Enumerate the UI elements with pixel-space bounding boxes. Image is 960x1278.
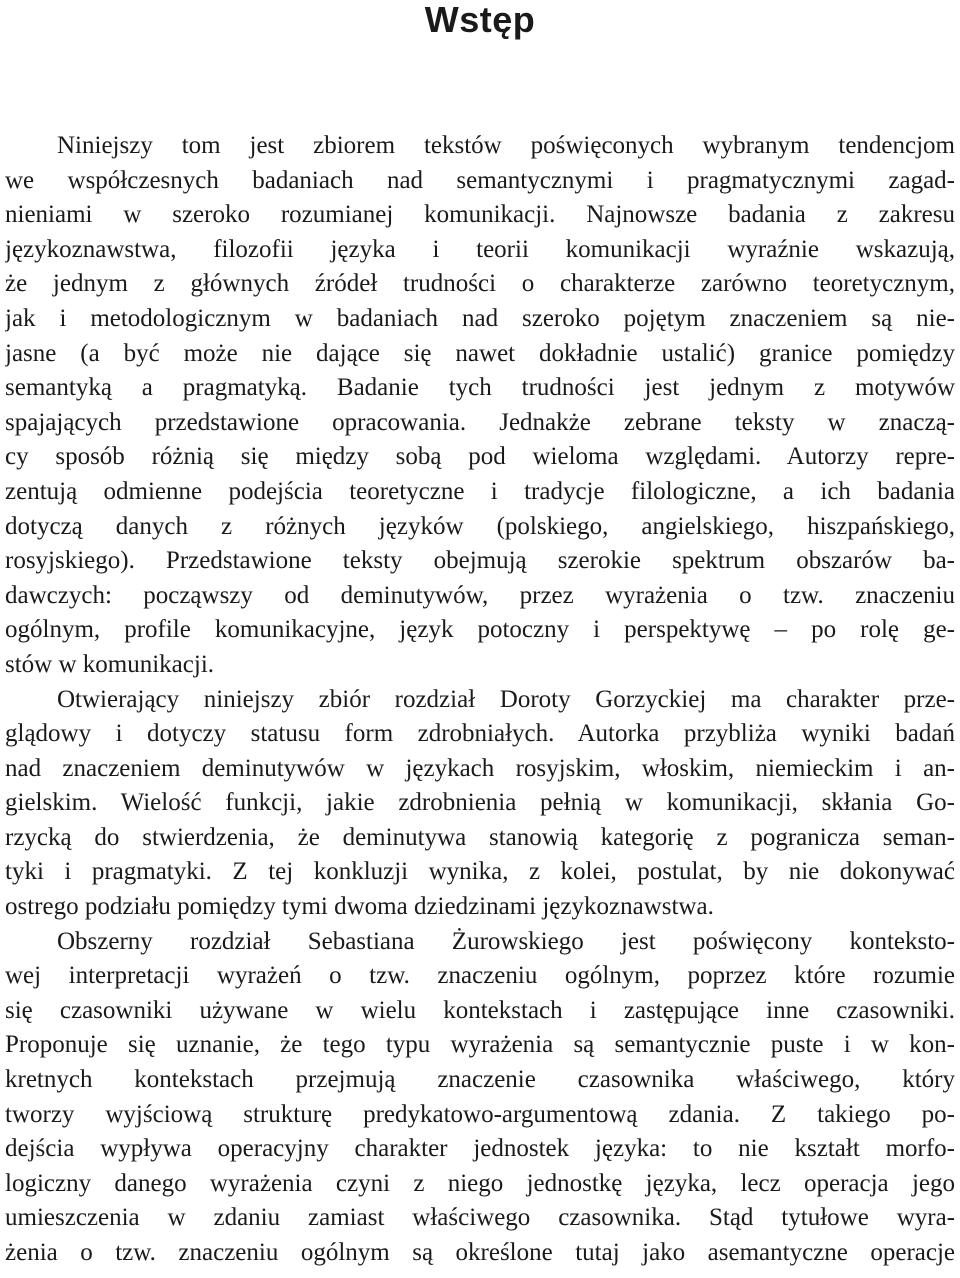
text-line: językoznawstwa, filozofii języka i teorii komunikacji wyraźnie wskazują,: [5, 235, 955, 263]
text-line: tyki i pragmatyki. Z tej konkluzji wynika, z kolei, postulat, by nie dokonywać: [5, 858, 955, 886]
text-line: Proponuje się uznanie, że tego typu wyrażenia są semantycznie puste i w kon-: [5, 1031, 955, 1059]
text-line: się czasowniki używane w wielu kontekstach i zastępujące inne czasowniki.: [5, 996, 955, 1024]
text-line: rosyjskiego). Przedstawione teksty obejmują szerokie spektrum obszarów ba-: [5, 547, 955, 575]
text-line: we współczesnych badaniach nad semantycznymi i pragmatycznymi zagad-: [5, 166, 955, 194]
text-line: glądowy i dotyczy statusu form zdrobniałych. Autorka przybliża wyniki badań: [5, 720, 955, 748]
text-line: dotyczą danych z różnych języków (polskiego, angielskiego, hiszpańskiego,: [5, 512, 955, 540]
text-line: zentują odmienne podejścia teoretyczne i tradycje filologiczne, a ich badania: [5, 477, 955, 505]
text-line: spajających przedstawione opracowania. Jednakże zebrane teksty w znaczą-: [5, 408, 955, 436]
text-line: ostrego podziału pomiędzy tymi dwoma dziedzinami językoznawstwa.: [5, 893, 714, 921]
text-line: rzycką do stwierdzenia, że deminutywa stanowią kategorię z pogranicza seman-: [5, 823, 955, 851]
text-line: stów w komunikacji.: [5, 650, 215, 678]
text-line: jak i metodologicznym w badaniach nad szeroko pojętym znaczeniem są nie-: [5, 304, 955, 332]
text-line: Otwierający niniejszy zbiór rozdział Doroty Gorzyckiej ma charakter prze-: [57, 685, 955, 713]
text-line: dawczych: począwszy od deminutywów, przez wyrażenia o tzw. znaczeniu: [5, 581, 955, 609]
text-line: jasne (a być może nie dające się nawet dokładnie ustalić) granice pomiędzy: [5, 339, 955, 367]
text-line: wej interpretacji wyrażeń o tzw. znaczeniu ogólnym, poprzez które rozumie: [5, 962, 955, 990]
text-line: dejścia wypływa operacyjny charakter jednostek języka: to nie kształt morfo-: [5, 1135, 955, 1163]
text-line: logiczny danego wyrażenia czyni z niego jednostkę języka, lecz operacja jego: [5, 1169, 955, 1197]
text-line: że jednym z głównych źródeł trudności o charakterze zarówno teoretycznym,: [5, 270, 955, 298]
text-line: gielskim. Wielość funkcji, jakie zdrobnienia pełnią w komunikacji, skłania Go-: [5, 789, 955, 817]
text-line: umieszczenia w zdaniu zamiast właściwego czasownika. Stąd tytułowe wyra-: [5, 1204, 955, 1232]
page-title: Wstęp: [424, 0, 536, 40]
text-line: Obszerny rozdział Sebastiana Żurowskiego jest poświęcony konteksto-: [57, 927, 955, 955]
text-line: żenia o tzw. znaczeniu ogólnym są określone tutaj jako asemantyczne operacje: [5, 1239, 955, 1266]
text-line: ogólnym, profile komunikacyjne, język potoczny i perspektywę – po rolę ge-: [5, 616, 955, 644]
text-line: cy sposób różnią się między sobą pod wieloma względami. Autorzy repre-: [5, 443, 955, 471]
text-line: kretnych kontekstach przejmują znaczenie czasownika właściwego, który: [5, 1066, 955, 1094]
text-line: semantyką a pragmatyką. Badanie tych trudności jest jednym z motywów: [5, 374, 955, 402]
text-line: Niniejszy tom jest zbiorem tekstów poświęconych wybranym tendencjom: [57, 132, 955, 159]
text-line: nieniami w szeroko rozumianej komunikacji. Najnowsze badania z zakresu: [5, 201, 955, 229]
text-line: tworzy wyjściową strukturę predykatowo-argumentową zdania. Z takiego po-: [5, 1100, 955, 1128]
body-text: [5, 129, 955, 1271]
text-line: nad znaczeniem deminutywów w językach rosyjskim, włoskim, niemieckim i an-: [5, 754, 955, 782]
